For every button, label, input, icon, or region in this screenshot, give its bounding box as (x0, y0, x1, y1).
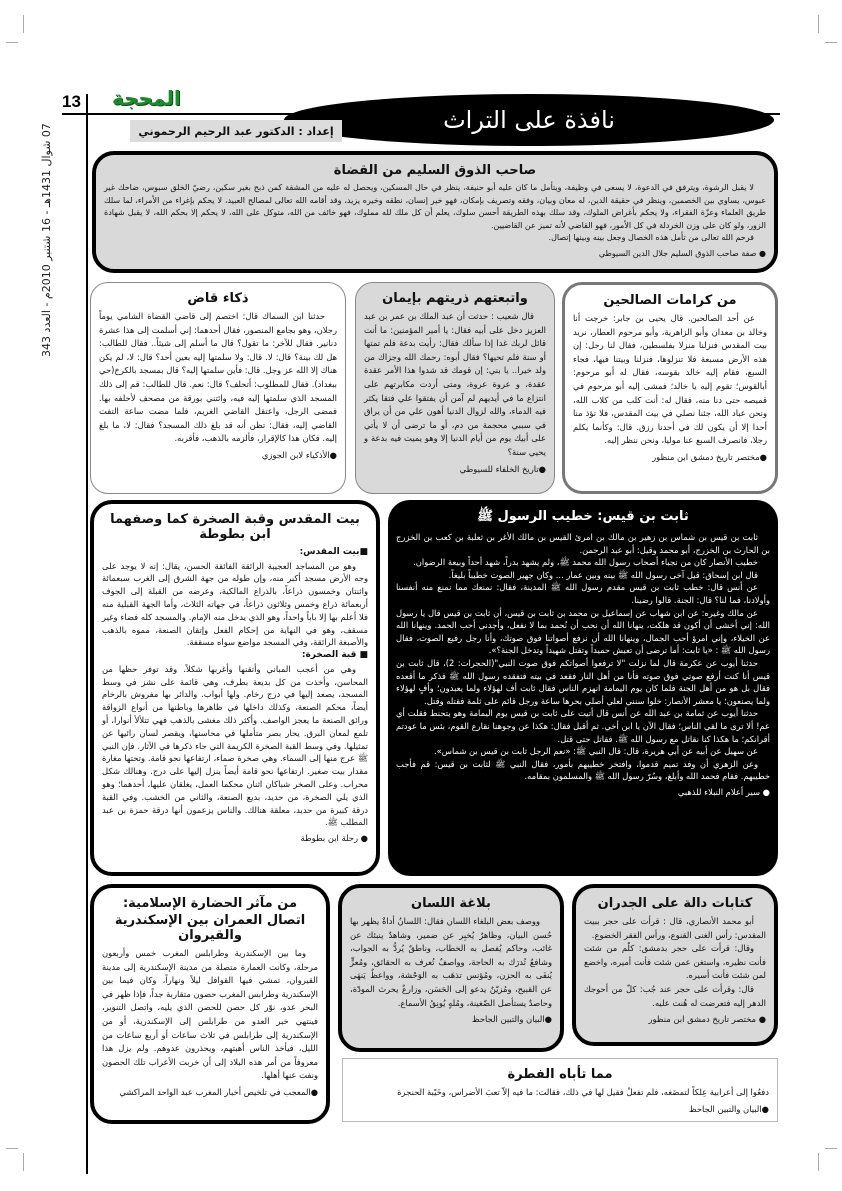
article-title: صاحب الذوق السليم من القضاة (333, 163, 537, 178)
article-title: كتابات دالة على الجدران (597, 896, 753, 911)
article-title: واتبعتهم ذريتهم بإيمان (382, 291, 528, 306)
article-title: من كرامات الصالحين (603, 293, 737, 308)
article-body: وهي من أعجب المباني وأتقنها وأغربها شكلاً. وقد توفر حظها من المحاسن، وأخذت من كل بديعة بطرف، وهي قائمة على نشز في وسط المسجد، يصعد إليها في درج رخام. ولها أبواب. والدائر بها مفروش بالرخام أيضاً، محكم الصنعة، وكذلك داخلها في ظاهرها وباطنها من أنواع الزواقة ورائق الصنعة ما يعجز الواصف. وأكثر ذلك مغشى بالذهب فهي تتلألأ أنوارا، أو تلمع لمعان البرق. يحار بصر متأملها في محاسنها، ويقصر لسان رائيها عن تمثيلها. وفي وسط القبة الصخرة الكريمة التي جاء ذكرها في الآثار. فإن النبي ﷺ عرج منها إلى السماء. وهي صخرة صماء، ارتفاعها نحو قامة. وتحتها مغارة مقدار بيت صغير. ارتفاعها نحو قامة أيضاً ينزل إليها على درج. وهنالك شكل محراب. وعلى الصخر شباكان اثنان محكما العمل، يغلقان عليها، أحدهما؛ وهو الذي يلي الصخرة، من حديد، بديع الصنعة، والثاني من الخشب. وفي القبة درقة كبيرة من حديد، معلقة هنالك. والناس يزعمون أنها درقة حمزة بن عبد المطلب ﷺ. (102, 663, 368, 828)
article-jerusalem (90, 500, 380, 876)
section-title: نافذة على التراث (443, 106, 615, 134)
article-paragraph: حدثنا أيوب عن عكرمة قال لما نزلت "لا ترفعوا أصواتكم فوق صوت النبي"(الحجرات: 2)، قال ثابت بن قيس أنا كنت أرفع صوتي فوق صوته فأنا من أهل النار فقعد في بيته فتفقده رسول الله ﷺ فذكر ما أقعده فقال بل هو من أهل الجنة فلما كان يوم اليمامة انهزم الناس فقال ثابت أف لهؤلاء ولما يعبدون؛ وأفٍ لهؤلاء ولما يصنعون؛ يا معشر الأنصار: خلوا سنني لعلي أصلي بحرها ساعة ورجل قائم على ثلمة فقتله وقتل. (396, 657, 770, 706)
article-civilization (90, 884, 330, 1124)
article-title: من مآثر الحضارة الإسلامية: (122, 896, 297, 911)
article-body: لا يقبل الرشوة، ويترفق في الدعوة، لا يسعى في وظيفة، ويتأمل ما كان عليه أبو حنيفة، ينظر في حال المسكين، ويحصل له عليه من المشقة كمن ذبح بغير سكين، رضيّ الخلق سبوس، ضاحك غير عبوس، يساوي بين الخصمين، وينظر في حقيقة الدين، له معان وبيان، وفقه وتصريف بإمكان، فهو خير إنسان، نطقه وخيره يزيد، وقد أقامه الله تعالى لمصالح العبيد، لا يحكم بإغراء من الأمراء، لما سلك طريق العلماء وعزّة الفقراء، ولا يحكم بأغراض الملوك، وقد سلك بهذه الطريقة أحسن سلوك، يعلم أن كل ملك لله مملوك، فهو خائف من الله، متوكل على الله، لا يحكم إلا بحكم الله، لا يقبل شهادة الزور، ولو كان على وزن الخردلة في كل الأمور، فهو القاضي لأنه تميز عن القاضيين. (104, 183, 766, 230)
article-thabit (388, 500, 778, 876)
article-source: ● صفة صاحب الذوق السليم جلال الدين السيوطي (598, 248, 766, 258)
article-faith (355, 282, 555, 494)
article-body: وما بين الإسكندرية وطرابلس المغرب خمس وأربعون مرحلة، وكانت العمارة متصلة من مدينة الإسكندرية إلى مدينة القيروان، تمشي فيها القوافل ليلاً ونهاراً، وكان فيما بين الإسكندرية وطرابس المغرب حصون متقاربة جداً، فإذا ظهر في البحر عدو، نوّر كل حصن للحصن الذي يليه، واتصل التنوير، فينتهي خبر العدو من طرابلس إلى الإسكندرية، أو من الإسكندرية إلى طرابلس في ثلاث ساعات أو أربع ساعات من الليل، فيأخذ الناس أهبتهم، ويحذرون عدوهم. ولم يزل هذا معروفاً من أمر هذه البلاد إلى أن خربت الأعراب تلك الحصون ونفت عنها أهلها. (102, 948, 318, 1081)
section-subheading: ■بيت المقدس: (299, 547, 368, 557)
article-title: ثابت بن قيس: خطيب الرسول ﷺ (477, 509, 689, 524)
crop-mark (6, 42, 18, 43)
section-subheading: ■ قبة الصخرة: (301, 650, 368, 661)
article-body: وهو من المساجد العجيبة الرائقة الفائقة الحسن، يقال: إنه لا يوجد على وجه الأرض مسجد أكبر منه، وإن طوله من جهة الشرق إلى الغرب سبعمائة واثنتان وخمسون ذراعاً، بالذراع المالكية، وعرضه من القبلة إلى الجوف أربعمائة ذراع وخمس وثلاثون ذراعاً، في جهاته الثلاث، وأما الجهة القبلية منه فلا أعلم بها إلا باباً واحداً، وهو الذي يدخل منه الإمام. والمسجد كله فضاء وغير مسقف، وهو في النهاية من إحكام الفعل وإتقان الصنعة، مموه بالذهب والأصبغة الرائقة، وفي المسجد مواضع سواه مسقفة. (102, 560, 368, 648)
article-source: ●الأذكياء لابن الجوزي (261, 449, 337, 460)
article-source: ●البيان والتبين الجاحظ (471, 1014, 552, 1025)
article-closing: فرحم الله تعالى من تأمل هذه الخصال وجعل بينه وبينها إتصال. (548, 233, 754, 242)
article-title: بلاغة اللسان (411, 896, 491, 911)
article-instinct (342, 1058, 778, 1122)
article-paragraph: أبو محمد الأنصاري، قال : قرأت على حجر ببيت المقدس: رأس الغنى القنوع، ورأس الفقر الخضوع. (584, 916, 766, 940)
margin-rule (86, 94, 88, 1174)
article-source: ● رحلة ابن بطوطة (300, 833, 368, 844)
article-body: دفعُوا إلى أعرابية عِلكاً لتمضَغه، فلم تفعلْ فقيل لها في ذلك، فقالت: ما فيه إلاّ تعبَ الأضراس، وخَيْبة الحنجرة (397, 1087, 769, 1097)
article-title: مما تأباه الفطرة (507, 1067, 613, 1082)
article-source: ● سير أعلام النبلاء للذهبي (677, 786, 770, 797)
article-source: ●تاريخ الخلفاء للسيوطي (459, 463, 546, 474)
article-paragraph: حدثنا أيوب عن ثمامة بن عبد الله عن أنس قال أتيت على ثابت بن قيس يوم اليمامة وهو يتحنط فقلت أي عم! ألا ترى ما لقي الناس؛ فقال الآن يا ابن أخي. ثم أقبل فقال: هكذا عن وجوهنا نقارع القوم، بئس ما عودتم أقرانكم؛ ما هكذا كنا نقاتل مع رسول الله ﷺ. فقاتل حتى قتل. (396, 708, 770, 744)
crop-mark (23, 1153, 24, 1171)
section-banner (284, 94, 774, 146)
article-paragraph: خطيب الأنصار كان من نجباء أصحاب رسول الله محمد ﷺ، ولم يشهد بدراً، شهد أحداً وبيعة الرضوان. (413, 557, 758, 568)
crop-mark (825, 1148, 837, 1149)
article-karamat (562, 282, 778, 494)
page-number: 13 (62, 92, 81, 111)
crop-mark (6, 1148, 18, 1149)
article-clever-judge (90, 282, 346, 494)
article-body: عن أحد الصالحين. قال يحيى بن جابر: خرجت أنا وخالد بن معدان وأبو الزاهرية، وأبو مرحوم العطار، نريد بيت المقدس فنزلنا منزلا بفلسطين، فقال لنا رجل: إن هذه الأرض مسبعة فلا تنزلوها، فنزلنا وبيتنا فيها، فجاء السبع، فقام إليه خالد بقوسه، فقال له أبو مرحوم: أبالقوس؛ تقوم إليه يا خالد؛ فمشى إليه أبو مرحوم في قميصه حتى دنا منه، فقال له: أنت كلب من كلاب الله، ونحن عباد الله، جئنا نصلي في بيت المقدس، فلا تؤذ منا أحدا إلا أن يكون لك في أحدنا رزق. قال: وكأنما يكلم رجلا، فانصرف السبع عنا موليا، ونحن ننظر إليه. (573, 313, 767, 446)
article-title: بيت المقدس وقبة الصخرة كما وصفهما ابن بطوطة (110, 512, 360, 542)
article-source: ●مختصر تاريخ دمشق ابن منظور (652, 451, 767, 462)
article-paragraph: عن أنس قال: خطب ثابت بن قيس مقدم رسول الله ﷺ المدينة، فقال: نمنعك مما نمنع منه أنفسنا وأولادنا، فما لنا؟ قال: الجنة. قالوا رضينا. (396, 582, 770, 605)
crop-mark (23, 15, 24, 33)
article-paragraph: ثابت بن قيس بن شماس بن زهير بن مالك بن امرئ القيس بن مالك الأغر بن ثعلبة بن كعب بن الخزرج بن الحارث بن الخزرج، أبو محمد وقيل: أبو عبد الرحمن. (396, 532, 770, 555)
article-walls (572, 884, 778, 1046)
publication-logo: المحجة (112, 86, 181, 110)
article-subtitle: اتصال العمران بين الإسكندرية والقيروان (114, 913, 306, 943)
article-body: ووصف بعض البلغاء اللسان فقال: اللسانُ أداةٌ يظهر بها حُسن البيان، وظاهرٌ يُخبِر عن ضمير، وشاهدٌ ينبئك عن غائب، وحاكم يُفصل به الخطاب، وناطقٌ يُردُّ به الجواب، وشافعٌ تُدرَك به الحاجة، وواصفٌ تُعرف به الحقائق، ومُعزٍّ يُنفَى به الحزن، ومُؤنس تذهَب به الوَحْشة، وواعظٌ يَنهَى عن القبيح، ومُزيّنٌ يدعو إلى الحَسَن، وزارعٌ يحرث المودّة، وحاصدٌ يستأصل الضّغينة، ومُلهٍ يُونِقُ الأسماع. (350, 916, 552, 1008)
crop-mark (825, 42, 837, 43)
article-body: حدثنا ابن السماك قال: اختصم إلى قاضي القضاة الشامي يوماً رجلان، وهو بجامع المنصور، فقال أحدهما: إني أسلمت إلى هذا عشرة دنانير. فقال للآخر: ما تقول؟ قال ما أسلم إلى شيئاً.. فقال للطالب: هل لك بينة؟ قال: لا. قال: ولا سلمتها إليه بعين أحد؟ قال: لا، لم يكن هناك إلا الله عز وجل. قال: فأين سلمتها إليه؟ قال بمسجد بالكرخ(حي ببغداد). فقال للمطلوب: أتحلف؟ قال: نعم. قال للطالب: قم إلى ذلك المسجد الذي سلمتها إليه فيه، وائتني بورقة من مصحف لأحلفه بها. فمضى الرجل، واعتقل القاضي الغريم، فلما مضت ساعة التفت القاضي إليه، فقال: تظن أنه قد بلغ ذلك المسجد؟ فقال: لا، ما بلغ إليه. فكان هذا كالإقرار، فألزمه بالذهب، فأقربه. (98, 311, 337, 444)
article-paragraph: وقال: قرأت على حجر بدمشق: كلْم من شئت فأنت نظيره، واستغن عمن شئت فأنت أميره، واخضع لمن شئت فأنت أسيره. (584, 943, 766, 981)
crop-mark (818, 15, 819, 33)
article-paragraph: عن مالك وغيره: عن ابن شهاب عن إسماعيل بن محمد بن ثابت بن قيس، أن ثابت بن قيس قال يا رسول الله: إني أخشى أن أكون قد هلكت، ينهانا الله أن نحب أن نُحمد بما لا نفعل، وأجدني أحب الحمد. وينهانا الله عن الخيلاء، وإني امرؤ أحب الجمال، وينهانا الله أن نرفع أصواتنا فوق صوتك، وأنا رجل رفيع الصوت، فقال رسول الله ﷺ : «يا ثابت: أما ترضى أن تعيش حميداً وتقتل شهيداً وتدخل الجنة؟». (396, 607, 770, 656)
article-judge (92, 151, 778, 273)
article-body: قال شعيب : حدثت أن عبد الملك بن عمر بن عبد العزيز دخل على أبيه فقال: يا أمير المؤمنين: ما أنت قائل لربك غدا إذا سألك فقال: رأيت بدعة فلم تمتها أو سنة فلم تحيها؟ فقال أبوه: رحمك الله وجزاك من ولد خيرا.. يا بني: إن قومك قد شدوا هذا الأمر عقدة عقدة، و عروة عروة، ومتى أردت مكابرتهم على انتزاع ما في أيديهم لم آمن أن يفتقوا علي فتقا يكثر فيه الدماء، والله لزوال الدنيا أهون علي من أن يراق في سببي محجمة من دم، أو ما ترضى أن لا يأتي على أبيك يوم من أيام الدنيا إلا وهو يميت فيه بدعة و يحيي سنة؟ (364, 311, 546, 457)
issue-date-sidebar: 07 شوال 1431هـ - 16 شتنبر 2010م - العدد 343 (40, 123, 53, 357)
article-paragraph: عن سهيل عن أبيه عن أبي هريرة، قال: قال النبي ﷺ: «نعم الرجل ثابت بن قيس بن شماس». (433, 746, 758, 757)
article-paragraph: وعن الزهري أن وفد تميم قدموا، وافتخر خطيبهم بأمور، فقال النبي ﷺ لثابت بن قيس: قم فأجب خطيبهم. فقام فحمد الله وأبلغ، وسُرّ رسول الله ﷺ والمسلمون بمقامه. (396, 758, 770, 782)
article-source: ●البيان والتبين الجاحظ (688, 1103, 769, 1114)
article-paragraph: قال: وقرأت على حجر عند جُب: كلّ من أحوجك الدهر إليه فتعرضت له هُنت عليه. (584, 983, 766, 1008)
crop-mark (818, 1153, 819, 1171)
article-eloquence (338, 884, 564, 1052)
author-credit: إعداد : الدكتور عبد الرحيم الرحموني (130, 120, 342, 142)
article-source: ●المعجب في تلخيص أخبار المغرب عبد الواحد المراكشي (119, 1086, 318, 1097)
article-title: ذكاء قاض (187, 291, 249, 306)
article-source: ● مختصر تاريخ دمشق ابن منظور (648, 1014, 766, 1025)
article-paragraph: قال ابن إسحاق: قيل آخى رسول الله ﷺ بينه وبين عمار ... وكان جهير الصوت خطيباً بليغاً. (448, 569, 758, 580)
